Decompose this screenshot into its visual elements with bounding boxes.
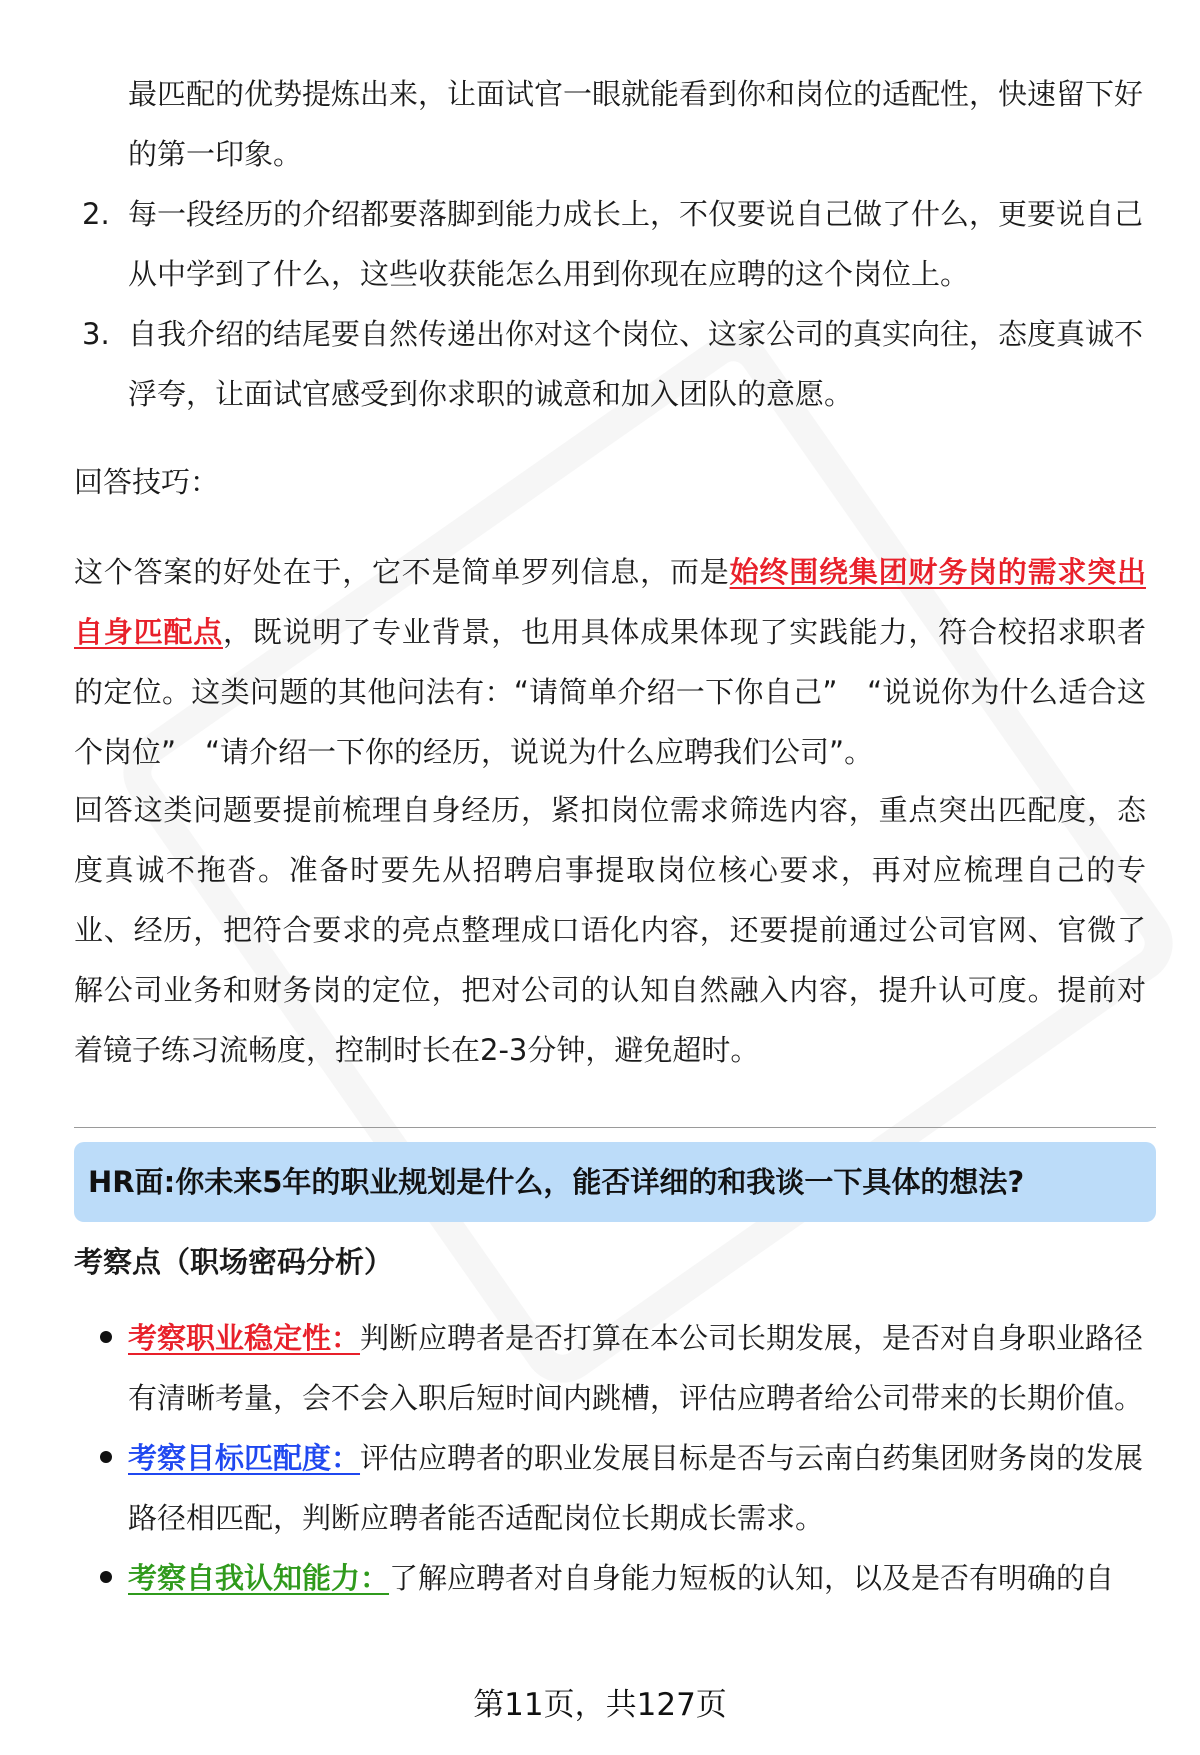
paragraph-text: ，既说明了专业背景，也用具体成果体现了实践能力，符合校招求职者的定位。这类问题的其他问法有：“请简单介绍一下你自己” “说说你为什么适合这个岗位” “请介绍一下你的经历，说说为什么应聘我们公司”。	[74, 615, 1146, 769]
bullet-text: 判断应聘者是否打算在本公司长期发展，是否对自身职业路径有清晰考量，会不会入职后短时间内跳槽，评估应聘者给公司带来的长期价值。	[128, 1321, 1144, 1415]
bullet-list	[82, 1308, 1144, 1608]
bullet-label: 考察目标匹配度：	[128, 1441, 361, 1475]
list-number: 3.	[82, 317, 110, 351]
paragraph-preparation-tips: 回答这类问题要提前梳理自身经历，紧扣岗位需求筛选内容，重点突出匹配度，态度真诚不拖沓。准备时要先从招聘启事提取岗位核心要求，再对应梳理自己的专业、经历，把符合要求的亮点整理成口语化内容，还要提前通过公司官网、官微了解公司业务和财务岗的定位，把对公司的认知自然融入内容，提升认可度。提前对着镜子练习流畅度，控制时长在2-3分钟，避免超时。	[74, 793, 1146, 1067]
page-number-footer: 第11页，共127页	[473, 1687, 727, 1723]
bullet-text: 了解应聘者对自身能力短板的认知，以及是否有明确的自	[389, 1561, 1115, 1595]
list-item	[82, 184, 1144, 304]
question-box	[74, 1142, 1156, 1222]
bullet-label: 考察职业稳定性：	[128, 1321, 361, 1355]
bullet-dot-icon	[100, 1571, 112, 1583]
tips-heading: 回答技巧：	[74, 465, 220, 499]
list-number: 2.	[82, 197, 110, 231]
bullet-item	[82, 1308, 1144, 1428]
list-item	[82, 304, 1144, 424]
bullet-item	[82, 1548, 1144, 1608]
bullet-label: 考察自我认知能力：	[128, 1561, 390, 1595]
divider	[74, 1127, 1156, 1128]
bullet-dot-icon	[100, 1451, 112, 1463]
bullet-dot-icon	[100, 1331, 112, 1343]
paragraph-answer-analysis	[74, 542, 1146, 782]
bullet-item	[82, 1428, 1144, 1548]
list-text: 每一段经历的介绍都要落脚到能力成长上，不仅要说自己做了什么，更要说自己从中学到了什么，这些收获能怎么用到你现在应聘的这个岗位上。	[128, 197, 1144, 291]
paragraph-text: 这个答案的好处在于，它不是简单罗列信息，而是	[74, 555, 730, 589]
numbered-list	[82, 64, 1144, 424]
question-text: HR面:你未来5年的职业规划是什么，能否详细的和我谈一下具体的想法?	[88, 1165, 1025, 1199]
highlight-text: 始终围绕集团财务岗的需求突出自身匹配点	[74, 555, 1146, 649]
section-title: 考察点（职场密码分析）	[74, 1245, 394, 1279]
list-text: 最匹配的优势提炼出来，让面试官一眼就能看到你和岗位的适配性，快速留下好的第一印象。	[128, 77, 1144, 171]
bullet-text: 评估应聘者的职业发展目标是否与云南白药集团财务岗的发展路径相匹配，判断应聘者能否适配岗位长期成长需求。	[128, 1441, 1144, 1535]
list-item	[82, 64, 1144, 184]
list-text: 自我介绍的结尾要自然传递出你对这个岗位、这家公司的真实向往，态度真诚不浮夸，让面试官感受到你求职的诚意和加入团队的意愿。	[128, 317, 1144, 411]
